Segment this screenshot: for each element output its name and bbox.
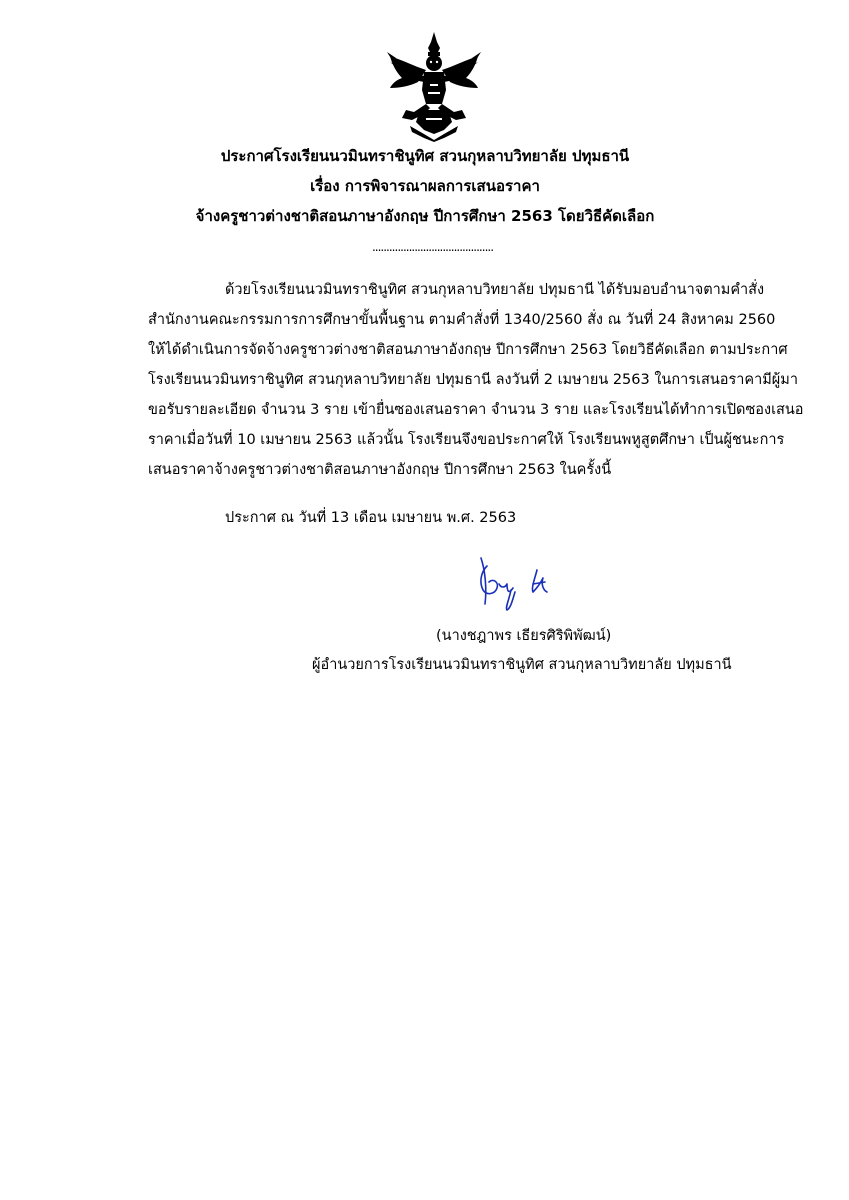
body-line-2: สำนักงานคณะกรรมการการศึกษาขั้นพื้นฐาน ตามคำสั่งที่ 1340/2560 สั่ง ณ วันที่ 24 สิงหาคม 2560 [148, 312, 776, 328]
separator-dots: ........................................... [371, 240, 494, 254]
body-line-7: เสนอราคาจ้างครูชาวต่างชาติสอนภาษาอังกฤษ ปีการศึกษา 2563 ในครั้งนี้ [148, 462, 612, 478]
signatory-position: ผู้อำนวยการโรงเรียนนวมินทราชินูทิศ สวนกุหลาบวิทยาลัย ปทุมธานี [312, 657, 732, 673]
handwritten-signature [465, 548, 565, 618]
body-line-4: โรงเรียนนวมินทราชินูทิศ สวนกุหลาบวิทยาลัย ปทุมธานี ลงวันที่ 2 เมษายน 2563 ในการเสนอราคามีผู้มา [148, 372, 799, 388]
document-title: ประกาศโรงเรียนนวมินทราชินูทิศ สวนกุหลาบวิทยาลัย ปทุมธานี [220, 147, 630, 165]
subject-detail: จ้างครูชาวต่างชาติสอนภาษาอังกฤษ ปีการศึกษา 2563 โดยวิธีคัดเลือก [195, 207, 655, 225]
body-line-6: ราคาเมื่อวันที่ 10 เมษายน 2563 แล้วนั้น โรงเรียนจึงขอประกาศให้ โรงเรียนพหูสูตศึกษา เป็นผู้ชนะการ [148, 432, 785, 448]
subject-line: เรื่อง การพิจารณาผลการเสนอราคา [310, 177, 540, 195]
body-line-1: ด้วยโรงเรียนนวมินทราชินูทิศ สวนกุหลาบวิทยาลัย ปทุมธานี ได้รับมอบอำนาจตามคำสั่ง [225, 282, 765, 298]
body-line-5: ขอรับรายละเอียด จำนวน 3 ราย เข้ายื่นซองเสนอราคา จำนวน 3 ราย และโรงเรียนได้ทำการเปิดซองเสนอ [148, 402, 804, 418]
announcement-date: ประกาศ ณ วันที่ 13 เดือน เมษายน พ.ศ. 2563 [225, 510, 517, 526]
body-line-3: ให้ได้ดำเนินการจัดจ้างครูชาวต่างชาติสอนภาษาอังกฤษ ปีการศึกษา 2563 โดยวิธีคัดเลือก ตามประกาศ [148, 342, 788, 358]
signatory-name: (นางชฎาพร เธียรศิริพิพัฒน์) [436, 628, 612, 644]
garuda-emblem-icon [384, 30, 484, 142]
